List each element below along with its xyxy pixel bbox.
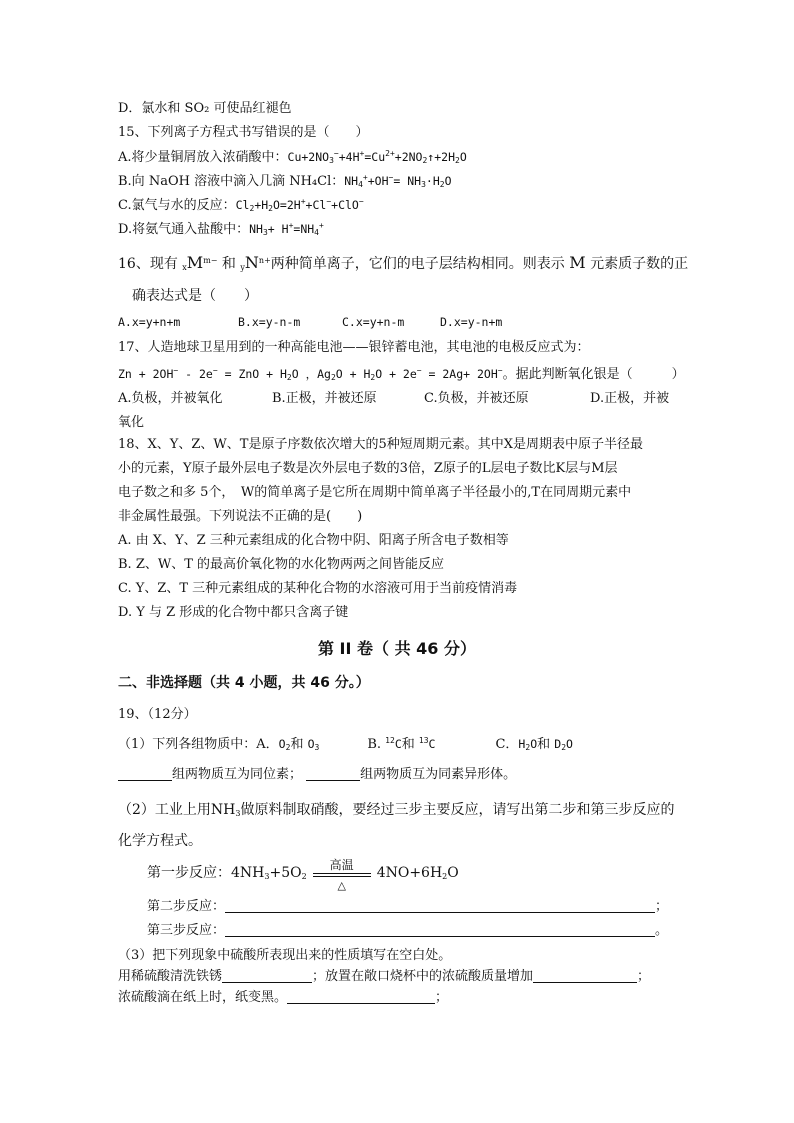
q16-option-c: C.x=y+n-m — [342, 315, 405, 329]
answer-blank-step2[interactable] — [225, 898, 655, 913]
q19-step1: 第一步反应：$4NH_3+5O_2$ 高温 △ $4NO+6H_2O$ — [147, 864, 459, 882]
q18-line-3: 电子数之和多 5个， W的简单离子是它所在周期中简单离子半径最小的,T在同周期元素中 — [118, 485, 632, 500]
q18-option-a: A. 由 X、Y、Z 三种元素组成的化合物中阴、阳离子所含电子数相等 — [118, 533, 509, 548]
q19-p3-a-end: ；放置在敞口烧杯中的浓硫酸质量增加 — [312, 969, 534, 984]
q16-option-a: A.x=y+n+m — [118, 315, 181, 329]
q16-stem-cont: 确表达式是（ ） — [132, 288, 258, 304]
q19-step3-label: 第三步反应： — [147, 923, 226, 938]
q19-p3-c: 浓硫酸滴在纸上时，纸变黑。 — [118, 990, 288, 1005]
q16-stem-c: 元素质子数的正 — [590, 256, 689, 272]
q17-option-b: B.正极，并被还原 — [272, 391, 377, 406]
q15-a-text: A.将少量铜屑放入浓硝酸中： — [118, 150, 288, 165]
q19-p1-ans2: 组两物质互为同素异形体。 — [360, 767, 517, 782]
q19-part1-answers — [118, 766, 516, 784]
q16-option-d: D.x=y-n+m — [440, 315, 503, 329]
q18-line-4: 非金属性最强。下列说法不正确的是( ) — [118, 509, 363, 524]
q14-option-d: D．氯水和 SO₂ 可使品红褪色 — [118, 101, 292, 116]
q16-stem: 16、现有 $_xM^{m-}$ 和 $_yN^{n+}$两种简单离子，它们的电子层结构相同。则表示 M 元素质子数的正 — [118, 253, 689, 272]
q15-option-b: B.向 NaOH 溶液中滴入几滴 NH₄Cl：$NH_4^++OH^-= NH_3\cdot H_2O$ — [118, 173, 452, 189]
q16-stem-b: 两种简单离子，它们的电子层结构相同。则表示 — [270, 256, 565, 272]
answer-blank-isotope[interactable] — [118, 766, 172, 781]
q18-line-1: 18、X、Y、Z、W、T是原子序数依次增大的5种短周期元素。其中X是周期表中原子半径最 — [118, 437, 643, 452]
condition-high-temp: 高温 — [329, 858, 354, 872]
q15-option-c: C.氯气与水的反应：$Cl_2+H_2O=2H^++Cl^-+ClO^-$ — [118, 197, 364, 213]
reaction-condition — [313, 858, 371, 892]
q19-step3-end: 。 — [655, 923, 669, 938]
q17-eq-tail: 。据此判断氧化银是（ ） — [502, 367, 685, 382]
q15-stem: 15、下列离子方程式书写错误的是（ ） — [118, 125, 369, 140]
condition-heat-symbol: △ — [337, 879, 346, 892]
q19-p3-b-end: ； — [637, 969, 651, 984]
q19-part3-line2 — [118, 968, 650, 986]
part-ii-title: 第 II 卷（ 共 46 分） — [317, 639, 477, 658]
q19-p2-a: （2）工业上用 — [118, 802, 211, 818]
q17-option-d: D.正极，并被 — [590, 391, 670, 406]
q15-option-d: D.将氨气通入盐酸中：$NH_3+ H^+=NH_4^+$ — [118, 221, 324, 237]
q19-step2-end: ； — [655, 899, 669, 914]
q19-step2-label: 第二步反应： — [147, 899, 226, 914]
q19-part2-line2: 化学方程式。 — [118, 833, 202, 849]
answer-blank-step3[interactable] — [225, 922, 655, 937]
q18-option-c: C. Y、Z、T 三种元素组成的某种化合物的水溶液可用于当前疫情消毒 — [118, 581, 518, 596]
section-2-heading: 二、非选择题（共 4 小题，共 46 分。） — [118, 675, 370, 691]
answer-blank-allotrope[interactable] — [306, 766, 360, 781]
q18-option-b: B. Z、W、T 的最高价氧化物的水化物两两之间皆能反应 — [118, 557, 445, 572]
q17-option-a: A.负极，并被氧化 — [118, 391, 223, 406]
q19-step1-label: 第一步反应： — [147, 865, 231, 881]
q16-stem-a: 16、现有 — [118, 256, 178, 272]
q15-option-a: A.将少量铜屑放入浓硝酸中：$Cu+2NO_3^-+4H^+=Cu^{2+}+2NO_2↑+2H_2O$ — [118, 149, 467, 165]
q19-p3-a: 用稀硫酸清洗铁锈 — [118, 969, 223, 984]
q19-part3-line1: （3）把下列现象中硫酸所表现出来的性质填写在空白处。 — [118, 948, 452, 963]
q19-p1-ans1: 组两物质互为同位素； — [172, 767, 303, 782]
q19-part1: （1）下列各组物质中：A．$O_2$和 $O_3$ B. $^{12}$C和 $^{13}$C C．$H_2O$和 $D_2O$ — [118, 736, 573, 752]
q19-part2-line1: （2）工业上用$NH_3$做原料制取硝酸，要经过三步主要反应，请写出第二步和第三步反应的 — [118, 802, 675, 818]
q15-b-text: B.向 NaOH 溶液中滴入几滴 NH₄Cl： — [118, 174, 345, 189]
q15-c-text: C.氯气与水的反应： — [118, 198, 236, 213]
q19-p3-c-end: ； — [435, 990, 449, 1005]
q15-d-text: D.将氨气通入盐酸中： — [118, 222, 250, 237]
q19-p1-b: B. — [367, 737, 382, 752]
q17-stem: 17、人造地球卫星用到的一种高能电池——银锌蓄电池，其电池的电极反应式为： — [118, 340, 590, 355]
q17-option-d-cont: 氧化 — [118, 415, 145, 430]
q19-p1-lead: （1）下列各组物质中：A． — [118, 737, 279, 752]
q18-line-2: 小的元素，Y原子最外层电子数是次外层电子数的3倍，Z原子的L层电子数比K层与M层 — [118, 461, 618, 476]
q17-equation: Zn + 2OH− - 2e− = ZnO + $H_2O$ ，$Ag_2O + H_2O + 2e^- = 2Ag+ 2OH^-$。据此判断氧化银是（ ） — [118, 366, 685, 382]
q18-option-d: D. Y 与 Z 形成的化合物中都只含离子键 — [118, 605, 349, 620]
q19-heading: 19、（12分） — [118, 707, 197, 722]
q19-part3-line3 — [118, 989, 448, 1007]
q19-step2 — [147, 898, 668, 916]
answer-blank-paper-black[interactable] — [287, 989, 435, 1004]
answer-blank-rust[interactable] — [222, 968, 312, 983]
q19-p2-b: 做原料制取硝酸，要经过三步主要反应，请写出第二步和第三步反应的 — [240, 802, 675, 818]
answer-blank-mass-increase[interactable] — [533, 968, 637, 983]
q16-option-b: B.x=y-n-m — [238, 315, 301, 329]
q19-p1-c: C． — [495, 737, 519, 752]
q17-option-c: C.负极，并被还原 — [424, 391, 529, 406]
q19-step3 — [147, 922, 668, 940]
